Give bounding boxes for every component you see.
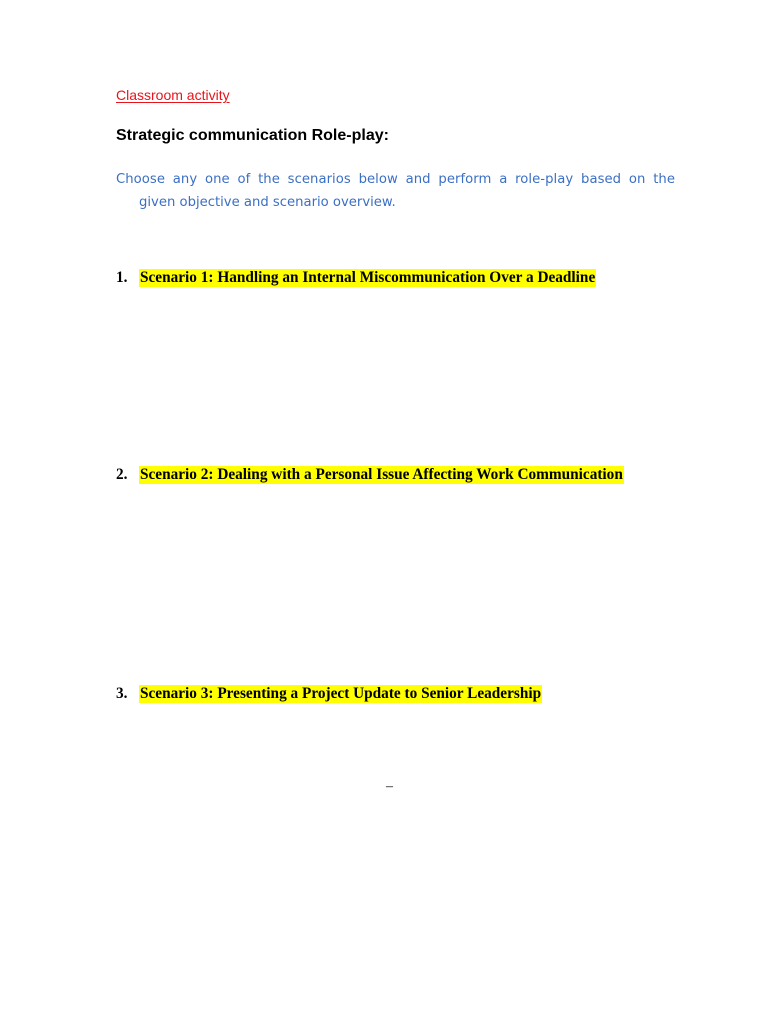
scenario-title-highlighted: Scenario 1: Handling an Internal Miscommunication Over a Deadline — [140, 269, 596, 286]
scenario-item-2 — [116, 465, 624, 484]
scenario-title-highlighted: Scenario 3: Presenting a Project Update to Senior Leadership — [140, 685, 542, 702]
scenario-number: 3. — [116, 685, 128, 702]
scenario-item-3 — [116, 684, 542, 703]
scenario-number: 1. — [116, 269, 128, 286]
scenario-item-1 — [116, 268, 596, 287]
instructions-line-1: Choose any one of the scenarios below and perform a role-play based on the — [116, 172, 675, 187]
scenario-number: 2. — [116, 466, 128, 483]
instructions-line-2: given objective and scenario overview. — [139, 195, 396, 210]
scenario-title-highlighted: Scenario 2: Dealing with a Personal Issue Affecting Work Communication — [140, 466, 623, 483]
activity-label: Classroom activity — [116, 87, 230, 103]
document-title: Strategic communication Role-play: — [116, 127, 389, 144]
instructions-paragraph — [116, 168, 675, 214]
stray-dash-mark: – — [386, 779, 393, 794]
